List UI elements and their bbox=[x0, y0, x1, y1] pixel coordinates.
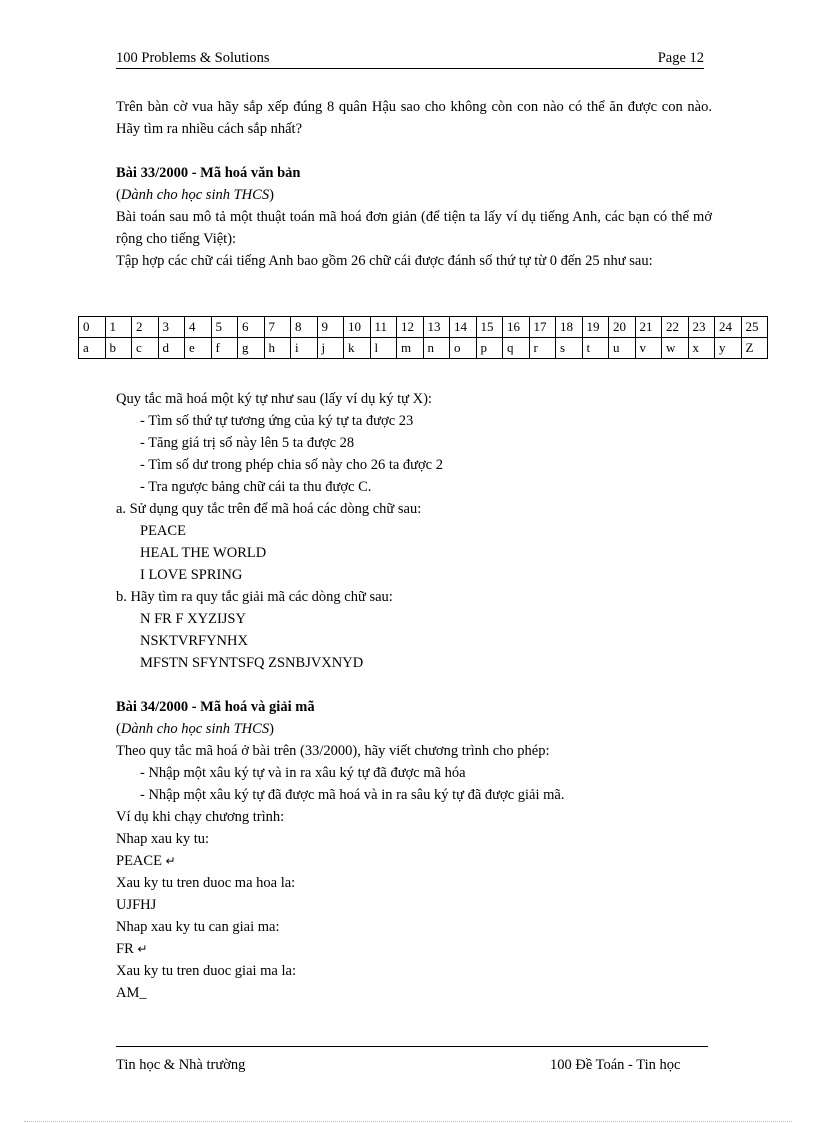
rule-step: - Tra ngược bảng chữ cái ta thu được C. bbox=[140, 479, 372, 495]
table-cell-number: 17 bbox=[529, 317, 556, 338]
problem-34-audience bbox=[116, 718, 712, 740]
table-cell-number: 0 bbox=[79, 317, 106, 338]
table-cell-letter: Z bbox=[741, 338, 768, 359]
table-cell-number: 11 bbox=[370, 317, 397, 338]
content-top bbox=[116, 96, 712, 272]
table-cell-letter: i bbox=[291, 338, 318, 359]
table-row-numbers bbox=[79, 317, 768, 338]
table-cell-letter: f bbox=[211, 338, 238, 359]
footer-collection: 100 Đề Toán - Tin học bbox=[550, 1057, 681, 1073]
table-cell-number: 10 bbox=[344, 317, 371, 338]
table-cell-letter: k bbox=[344, 338, 371, 359]
table-cell-letter: x bbox=[688, 338, 715, 359]
input-text: PEACE bbox=[116, 853, 162, 869]
table-row-letters bbox=[79, 338, 768, 359]
part-b-line: N FR F XYZIJSY bbox=[140, 611, 246, 627]
table-cell-number: 4 bbox=[185, 317, 212, 338]
alphabet-table bbox=[78, 316, 768, 359]
table-cell-number: 23 bbox=[688, 317, 715, 338]
table-cell-letter: w bbox=[662, 338, 689, 359]
table-cell-number: 24 bbox=[715, 317, 742, 338]
session-result-label-decode: Xau ky tu tren duoc giai ma la: bbox=[116, 963, 296, 979]
table-cell-number: 12 bbox=[397, 317, 424, 338]
table-cell-letter: g bbox=[238, 338, 265, 359]
table-cell-letter: v bbox=[635, 338, 662, 359]
audience-label: Dành cho học sinh THCS bbox=[120, 721, 270, 737]
rule-intro: Quy tắc mã hoá một ký tự như sau (lấy ví dụ ký tự X): bbox=[116, 391, 432, 407]
example-intro: Ví dụ khi chạy chương trình: bbox=[116, 809, 285, 825]
enter-key-icon: ↵ bbox=[165, 854, 176, 868]
alphabet-intro: Tập hợp các chữ cái tiếng Anh bao gồm 26 chữ cái được đánh số thứ tự từ 0 đến 25 như sau: bbox=[116, 253, 653, 269]
part-a-line: PEACE bbox=[140, 523, 186, 539]
page-edge bbox=[24, 1121, 792, 1122]
part-b-prompt: b. Hãy tìm ra quy tắc giải mã các dòng chữ sau: bbox=[116, 589, 393, 605]
rule-step: - Tìm số dư trong phép chia số này cho 26 ta được 2 bbox=[140, 457, 443, 473]
problem-33-title: Bài 33/2000 - Mã hoá văn bản bbox=[116, 165, 301, 181]
session-prompt-encode: Nhap xau ky tu: bbox=[116, 831, 210, 847]
footer-publication: Tin học & Nhà trường bbox=[116, 1057, 246, 1073]
table-cell-letter: n bbox=[423, 338, 450, 359]
session-prompt-decode: Nhap xau ky tu can giai ma: bbox=[116, 919, 280, 935]
table-cell-letter: j bbox=[317, 338, 344, 359]
table-cell-letter: o bbox=[450, 338, 477, 359]
part-b-line: NSKTVRFYNHX bbox=[140, 633, 248, 649]
intro-paragraph: Trên bàn cờ vua hãy sắp xếp đúng 8 quân Hậu sao cho không còn con nào có thể ăn được con nào. Hãy tìm ra nhiều cách sắp nhất? bbox=[116, 99, 712, 137]
table-cell-letter: r bbox=[529, 338, 556, 359]
enter-key-icon: ↵ bbox=[137, 942, 148, 956]
table-cell-letter: c bbox=[132, 338, 159, 359]
input-text: FR bbox=[116, 941, 134, 957]
table-cell-number: 6 bbox=[238, 317, 265, 338]
problem-33-description: Bài toán sau mô tả một thuật toán mã hoá đơn giản (để tiện ta lấy ví dụ tiếng Anh, các bạn có thể mở rộng cho tiếng Việt): bbox=[116, 209, 712, 247]
part-a-line: I LOVE SPRING bbox=[140, 567, 243, 583]
requirement-step: - Nhập một xâu ký tự đã được mã hoá và in ra sâu ký tự đã được giải mã. bbox=[140, 787, 565, 803]
table-cell-letter: u bbox=[609, 338, 636, 359]
table-cell-letter: h bbox=[264, 338, 291, 359]
session-result-label-encode: Xau ky tu tren duoc ma hoa la: bbox=[116, 875, 296, 891]
paren-open: ( bbox=[116, 187, 121, 203]
table-cell-number: 15 bbox=[476, 317, 503, 338]
table-cell-letter: m bbox=[397, 338, 424, 359]
requirement-step: - Nhập một xâu ký tự và in ra xâu ký tự đã được mã hóa bbox=[140, 765, 466, 781]
session-input-encode bbox=[116, 850, 712, 872]
footer-divider bbox=[116, 1046, 708, 1047]
table-cell-number: 1 bbox=[105, 317, 132, 338]
table-cell-number: 14 bbox=[450, 317, 477, 338]
table-cell-letter: b bbox=[105, 338, 132, 359]
page-header bbox=[116, 50, 704, 69]
part-b-line: MFSTN SFYNTSFQ ZSNBJVXNYD bbox=[140, 655, 364, 671]
table-cell-letter: t bbox=[582, 338, 609, 359]
session-result-decode: AM_ bbox=[116, 985, 147, 1001]
rule-step: - Tăng giá trị số này lên 5 ta được 28 bbox=[140, 435, 355, 451]
table-cell-number: 25 bbox=[741, 317, 768, 338]
audience-label: Dành cho học sinh THCS bbox=[120, 187, 270, 203]
table-cell-number: 21 bbox=[635, 317, 662, 338]
table-cell-number: 18 bbox=[556, 317, 583, 338]
table-cell-letter: p bbox=[476, 338, 503, 359]
table-cell-letter: s bbox=[556, 338, 583, 359]
part-a-prompt: a. Sử dụng quy tắc trên để mã hoá các dòng chữ sau: bbox=[116, 501, 422, 517]
table-cell-number: 22 bbox=[662, 317, 689, 338]
table-cell-number: 9 bbox=[317, 317, 344, 338]
table-cell-letter: q bbox=[503, 338, 530, 359]
problem-33-audience bbox=[116, 184, 712, 206]
table-cell-number: 13 bbox=[423, 317, 450, 338]
page-number: Page 12 bbox=[657, 50, 704, 66]
table-cell-letter: y bbox=[715, 338, 742, 359]
paren-close: ) bbox=[269, 187, 274, 203]
rule-step: - Tìm số thứ tự tương ứng của ký tự ta được 23 bbox=[140, 413, 414, 429]
table-cell-letter: e bbox=[185, 338, 212, 359]
table-cell-letter: l bbox=[370, 338, 397, 359]
table-cell-letter: d bbox=[158, 338, 185, 359]
table-cell-number: 19 bbox=[582, 317, 609, 338]
problem-34-description: Theo quy tắc mã hoá ở bài trên (33/2000), hãy viết chương trình cho phép: bbox=[116, 743, 550, 759]
table-cell-number: 16 bbox=[503, 317, 530, 338]
table-cell-number: 7 bbox=[264, 317, 291, 338]
paren-close: ) bbox=[269, 721, 274, 737]
table-cell-number: 20 bbox=[609, 317, 636, 338]
session-input-decode bbox=[116, 938, 712, 960]
session-result-encode: UJFHJ bbox=[116, 897, 157, 913]
header-title: 100 Problems & Solutions bbox=[116, 50, 270, 66]
table-cell-number: 5 bbox=[211, 317, 238, 338]
paren-open: ( bbox=[116, 721, 121, 737]
problem-34-title: Bài 34/2000 - Mã hoá và giải mã bbox=[116, 699, 315, 715]
content-bottom bbox=[116, 388, 712, 1004]
table-cell-number: 2 bbox=[132, 317, 159, 338]
table-cell-number: 8 bbox=[291, 317, 318, 338]
table-cell-letter: a bbox=[79, 338, 106, 359]
part-a-line: HEAL THE WORLD bbox=[140, 545, 267, 561]
table-cell-number: 3 bbox=[158, 317, 185, 338]
